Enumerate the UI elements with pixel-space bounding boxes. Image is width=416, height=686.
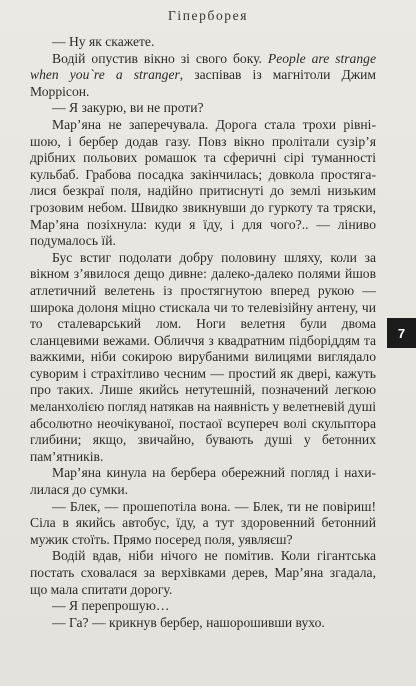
paragraph: Бус встиг подолати добру половину шляху, коли за вікном з’явилося дещо дивне: далеко-далеко полями йшов атлетичний велетень із простягнутою вперед рукою — широка долоня міцно стискала чи то телевізійну антену, чи то сталеварський лом. Ноги велетня були двома сланцевими вежами. Обличчя з квадратним підборіддям та важкими, ніби сокирою вирубаними вилицями виглядало суворим і страхітливо чесним — простий як двері, кажуть про таких. Лише якийсь нетутешній, позначений легкою меланхолією погляд натякав на наявність у велетневій душі абсолютно неочікуваної, постаої всупереч волі скульптора глибини; якщо, звичайно, бувають душі у бетонних пам’ятників. [30,249,376,464]
body-text [30,34,376,631]
chapter-tab: 7 [387,318,416,348]
paragraph: — Га? — крикнув бербер, нашорошивши вухо. [52,614,325,630]
paragraph: — Я закурю, ви не проти? [52,100,204,116]
song-lyric: People are strange when you`re a stranger [30,50,376,83]
paragraph: Водій опустив вікно зі свого боку. People are strange when you`re a stranger, заспівав із магнітоли Джим Моррісон. [30,50,377,99]
paragraph: Мар’яна не заперечувала. Дорога стала трохи рівнішою, і бербер додав газу. Повз вікно пролітали сузір’я дрібних польових ромашок та сферичні сірі туманності кульбаб. Грабова посадка закінчилась; довкола простягалися безкраї поля, надійно притиснуті до землі низьким грозовим небом. Швидко звикнувши до гуркоту та тряски, Мар’яна позіхнула: куди я їду, і для чого?.. — ліниво подумалось їй. [30,116,376,249]
paragraph: Мар’яна кинула на бербера обережний погляд і нахилилася до сумки. [30,465,376,498]
running-head: Гіперборея [167,8,249,23]
paragraph: — Блек, — прошепотіла вона. — Блек, ти не повіриш! Сіла в якийсь автобус, їду, а тут здоровенний бетонний мужик стоїть. Прямо посеред поля, уявляєш? [30,498,376,547]
paragraph: Водій вдав, ніби нічого не помітив. Коли гігантська постать сховалася за верхівками дерев, Мар’яна згадала, що мала спитати дорогу. [30,548,376,597]
paragraph: — Я перепрошую… [52,598,170,614]
paragraph: — Ну як скажете. [52,34,155,49]
